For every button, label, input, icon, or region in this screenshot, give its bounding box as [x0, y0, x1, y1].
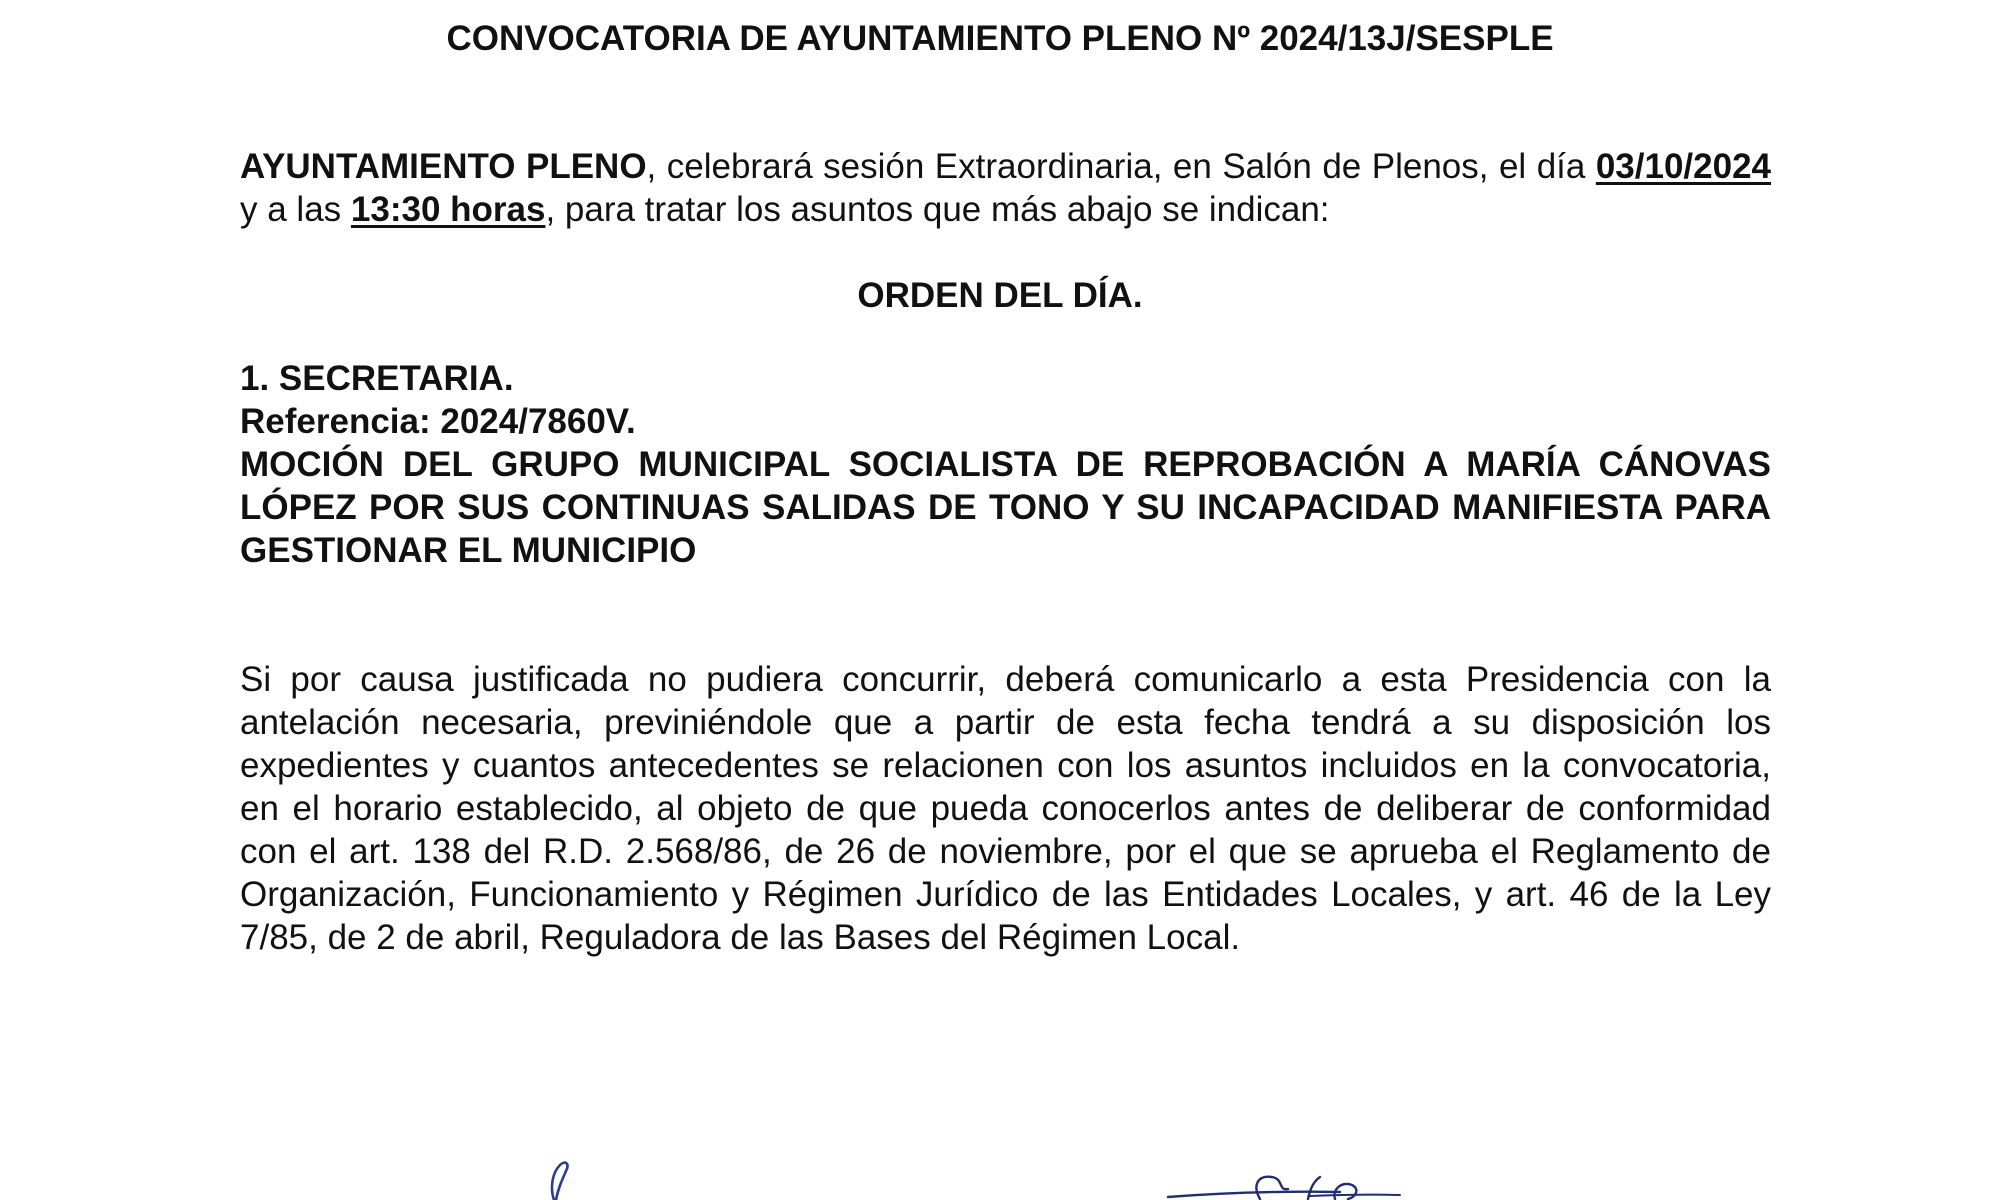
body-name: AYUNTAMIENTO PLENO	[240, 147, 647, 186]
document-title: CONVOCATORIA DE AYUNTAMIENTO PLENO Nº 2024/13J/SESPLE	[446, 19, 1554, 58]
agenda-item-section: 1. SECRETARIA.	[240, 359, 514, 398]
session-time: 13:30 horas	[350, 190, 546, 229]
intro-text-2: y a las	[240, 190, 351, 229]
agenda-item-motion: MOCIÓN DEL GRUPO MUNICIPAL SOCIALISTA DE REPROBACIÓN A MARÍA CÁNOVAS LÓPEZ POR SUS CONTINUAS SALIDAS DE TONO Y SU INCAPACIDAD MANIFIESTA PARA GESTIONAR EL MUNICIPIO	[240, 445, 1771, 570]
signature-right-mark	[1160, 1155, 1450, 1200]
intro-text-3: , para tratar los asuntos que más abajo se indican:	[545, 190, 1330, 229]
intro-paragraph	[240, 145, 1771, 231]
agenda-heading: ORDEN DEL DÍA.	[857, 276, 1143, 315]
signature-right	[1160, 1155, 1450, 1200]
agenda-item-reference: Referencia: 2024/7860V.	[240, 402, 636, 441]
signature-left	[520, 1155, 600, 1200]
agenda-item	[240, 357, 1771, 572]
session-date: 03/10/2024	[1595, 147, 1771, 186]
notice-paragraph: Si por causa justificada no pudiera concurrir, deberá comunicarlo a esta Presidencia con la antelación necesaria, previniéndole que a partir de esta fecha tendrá a su disposición los expedientes y cuantos antecedentes se relacionen con los asuntos incluidos en la convocatoria, en el horario establecido, al objeto de que pueda conocerlos antes de deliberar de conformidad con el art. 138 del R.D. 2.568/86, de 26 de noviembre, por el que se aprueba el Reglamento de Organización, Funcionamiento y Régimen Jurídico de las Entidades Locales, y art. 46 de la Ley 7/85, de 2 de abril, Reguladora de las Bases del Régimen Local.	[240, 660, 1771, 957]
signature-left-mark	[520, 1155, 600, 1200]
intro-text-1: , celebrará sesión Extraordinaria, en Salón de Plenos, el día	[646, 147, 1596, 186]
